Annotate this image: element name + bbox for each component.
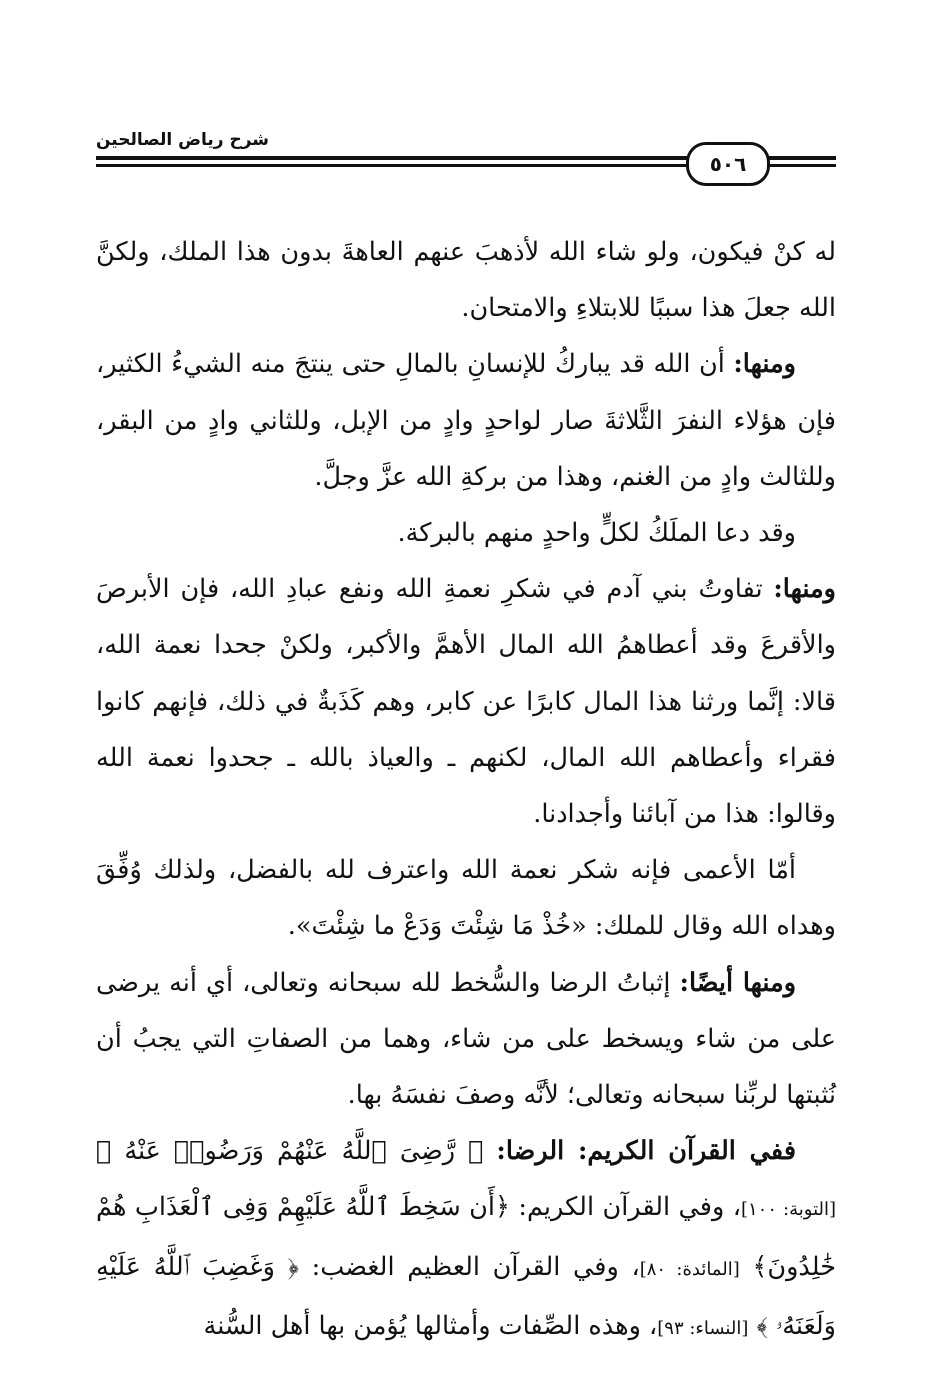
paragraph-7 (96, 1123, 836, 1357)
paragraph-2 (96, 336, 836, 505)
paragraph-4-text: تفاوتُ بني آدم في شكرِ نعمةِ الله ونفع عبادِ الله، فإن الأبرصَ والأقرعَ وقد أعطاهمُ الله المال الأهمَّ والأكبر، ولكنْ جحدا نعمة الله، قالا: إنَّما ورثنا هذا المال كابرًا عن كابر، وهم كَذَبةٌ في ذلك، فإنهم كانوا فقراء وأعطاهم الله المال، لكنهم ـ والعياذ بالله ـ جحدوا نعمة الله وقالوا: هذا من آبائنا وأجدادنا. (96, 574, 836, 830)
paragraph-3: وقد دعا الملَكُ لكلٍّ واحدٍ منهم بالبركة. (397, 518, 796, 549)
quran-verse-1: ﴿ رَّضِىَ ٱللَّهُ عَنْهُمْ وَرَضُوا۟ عَنْهُ ﴾ (96, 1136, 484, 1167)
quran-verse-3: ﴿ وَغَضِبَ ٱللَّهُ عَلَيْهِ وَلَعَنَهُۥ ﴾ (96, 1251, 836, 1341)
page-body (96, 224, 836, 1357)
paragraph-5: أمّا الأعمى فإنه شكر نعمة الله واعترف لله بالفضل، ولذلك وُفِّقَ وهداه الله وقال للملك: «خُذْ مَا شِئْتَ وَدَعْ ما شِئْتَ». (96, 855, 836, 942)
page-header (96, 118, 836, 178)
paragraph-7-text-1: ، وفي القرآن الكريم: (518, 1192, 741, 1223)
paragraph-6-text: إثباتُ الرضا والسُّخط لله سبحانه وتعالى، أي أنه يرضى على من شاء ويسخط على من شاء، وهما من الصفاتِ التي يجبُ أن نُثبتها لربِّنا سبحانه وتعالى؛ لأنَّه وصفَ نفسَهُ بها. (96, 967, 836, 1111)
paragraph-7-text-3: ، وهذه الصِّفات وأمثالها يُؤمن بها أهل السُّنة (203, 1310, 658, 1341)
paragraph-6-lead: ومنها أيضًا: (679, 967, 797, 998)
paragraph-6 (96, 955, 836, 1124)
paragraph-4 (96, 561, 836, 842)
paragraph-7-text-2: ، وفي القرآن العظيم الغضب: (311, 1251, 640, 1282)
verse-ref-3: [النساء: ٩٣] (657, 1317, 749, 1339)
paragraph-2-text: أن الله قد يباركُ للإنسانِ بالمالِ حتى ينتجَ منه الشيءُ الكثير، فإن هؤلاء النفرَ الثَّلاثةَ صار لواحدٍ وادٍ من الإبل، وللثاني وادٍ من البقر، وللثالث وادٍ من الغنم، وهذا من بركةِ الله عزَّ وجلَّ. (96, 349, 836, 492)
verse-ref-1: [التوبة: ١٠٠] (740, 1199, 837, 1221)
paragraph-7-lead: ففي القرآن الكريم: الرضا: (496, 1136, 797, 1167)
paragraph-2-lead: ومنها: (733, 349, 796, 380)
page-number: ٥٠٦ (686, 142, 770, 186)
paragraph-4-lead: ومنها: (773, 574, 836, 605)
paragraph-1: له كنْ فيكون، ولو شاء الله لأذهبَ عنهم العاهةَ بدون هذا الملك، ولكنَّ الله جعلَ هذا سببًا للابتلاءِ والامتحان. (96, 237, 836, 324)
quran-verse-2: ﴿أَن سَخِطَ ٱللَّهُ عَلَيْهِمْ وَفِى ٱلْعَذَابِ هُمْ خَٰلِدُونَ﴾ (96, 1192, 837, 1282)
verse-ref-2: [المائدة: ٨٠] (639, 1258, 740, 1280)
book-title: شرح رياض الصالحين (96, 130, 270, 150)
